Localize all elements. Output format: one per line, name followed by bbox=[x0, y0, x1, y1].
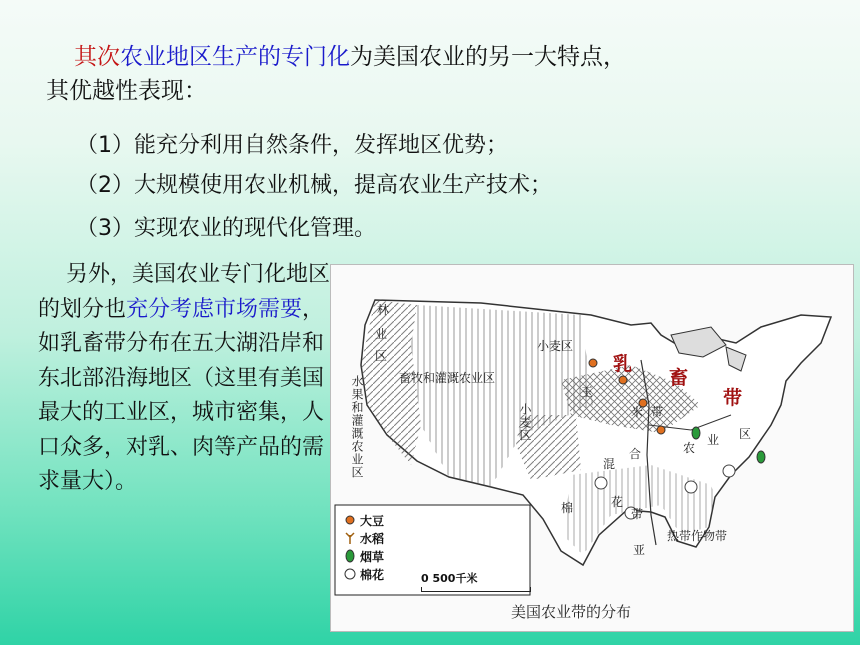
label-dairy-3: 带 bbox=[723, 387, 743, 409]
legend-soybean bbox=[343, 511, 413, 529]
label-agri-2: 业 bbox=[707, 433, 720, 447]
label-wheat-north: 小麦区 bbox=[537, 339, 574, 353]
agriculture-belt-map bbox=[330, 264, 854, 632]
market-text-1: 另外，美国农业专门化地区的划分也 bbox=[38, 262, 331, 322]
label-dairy-2: 畜 bbox=[669, 367, 689, 389]
label-forest-1: 林 bbox=[377, 303, 390, 317]
label-fruit: 水果和灌溉农业区 bbox=[350, 375, 364, 479]
soybean-icon bbox=[343, 513, 357, 527]
label-agri-1: 农 bbox=[683, 441, 696, 455]
map-scale-bar bbox=[421, 587, 531, 592]
tobacco-icon bbox=[343, 549, 357, 563]
cotton-icon bbox=[343, 567, 357, 581]
label-ranch: 畜牧和灌溉农业区 bbox=[399, 371, 496, 385]
label-mixed-1: 混 bbox=[603, 457, 616, 471]
label-forest-3: 区 bbox=[375, 349, 388, 363]
intro-paragraph bbox=[46, 40, 826, 108]
label-cotton-3: 带 bbox=[631, 507, 644, 521]
legend-rice-label: 水稻 bbox=[360, 531, 385, 546]
label-cotton-2: 花 bbox=[611, 495, 624, 509]
label-forest-2: 业 bbox=[375, 327, 388, 341]
legend-cotton bbox=[343, 565, 413, 583]
market-text-2: ，如乳畜带分布在五大湖沿岸和东北部沿海地区（这里有美国最大的工业区，城市密集，人口众多，对乳、肉等产品的需求量大）。 bbox=[38, 296, 325, 494]
map-legend bbox=[343, 511, 413, 583]
label-corn-3: 带 bbox=[651, 405, 664, 419]
market-paragraph bbox=[38, 258, 330, 500]
legend-cotton-label: 棉花 bbox=[360, 567, 385, 582]
intro-line2: 其优越性表现： bbox=[46, 78, 207, 104]
market-text-highlight: 充分考虑市场需要 bbox=[126, 296, 303, 322]
label-dairy-1: 乳 bbox=[613, 353, 633, 375]
rice-icon bbox=[343, 531, 357, 545]
map-scale bbox=[421, 570, 531, 592]
label-wheat-south: 小麦区 bbox=[518, 403, 532, 442]
label-subtropic-1: 亚 bbox=[633, 543, 646, 557]
legend-rice bbox=[343, 529, 413, 547]
advantage-item-3: （3）实现农业的现代化管理。 bbox=[76, 216, 376, 241]
label-agri-3: 区 bbox=[739, 427, 752, 441]
advantage-item-1: （1）能充分利用自然条件，发挥地区优势； bbox=[76, 133, 508, 158]
legend-tobacco-label: 烟草 bbox=[360, 549, 385, 564]
advantage-item-2: （2）大规模使用农业机械，提高农业生产技术； bbox=[76, 173, 552, 198]
intro-lead-red: 其次 bbox=[74, 44, 120, 70]
legend-tobacco bbox=[343, 547, 413, 565]
label-mixed-2: 合 bbox=[629, 447, 642, 461]
label-corn-2: 米 bbox=[631, 405, 644, 419]
map-scale-label: 0 500千米 bbox=[421, 572, 478, 585]
label-cotton-1: 棉 bbox=[561, 501, 574, 515]
intro-lead-blue: 农业地区生产的专门化 bbox=[120, 44, 350, 70]
legend-soybean-label: 大豆 bbox=[360, 513, 385, 528]
intro-lead-rest: 为美国农业的另一大特点， bbox=[350, 44, 626, 70]
map-caption: 美国农业带的分布 bbox=[511, 603, 632, 621]
label-corn-1: 玉 bbox=[581, 385, 594, 399]
label-subtropic: 热带作物带 bbox=[667, 529, 728, 543]
